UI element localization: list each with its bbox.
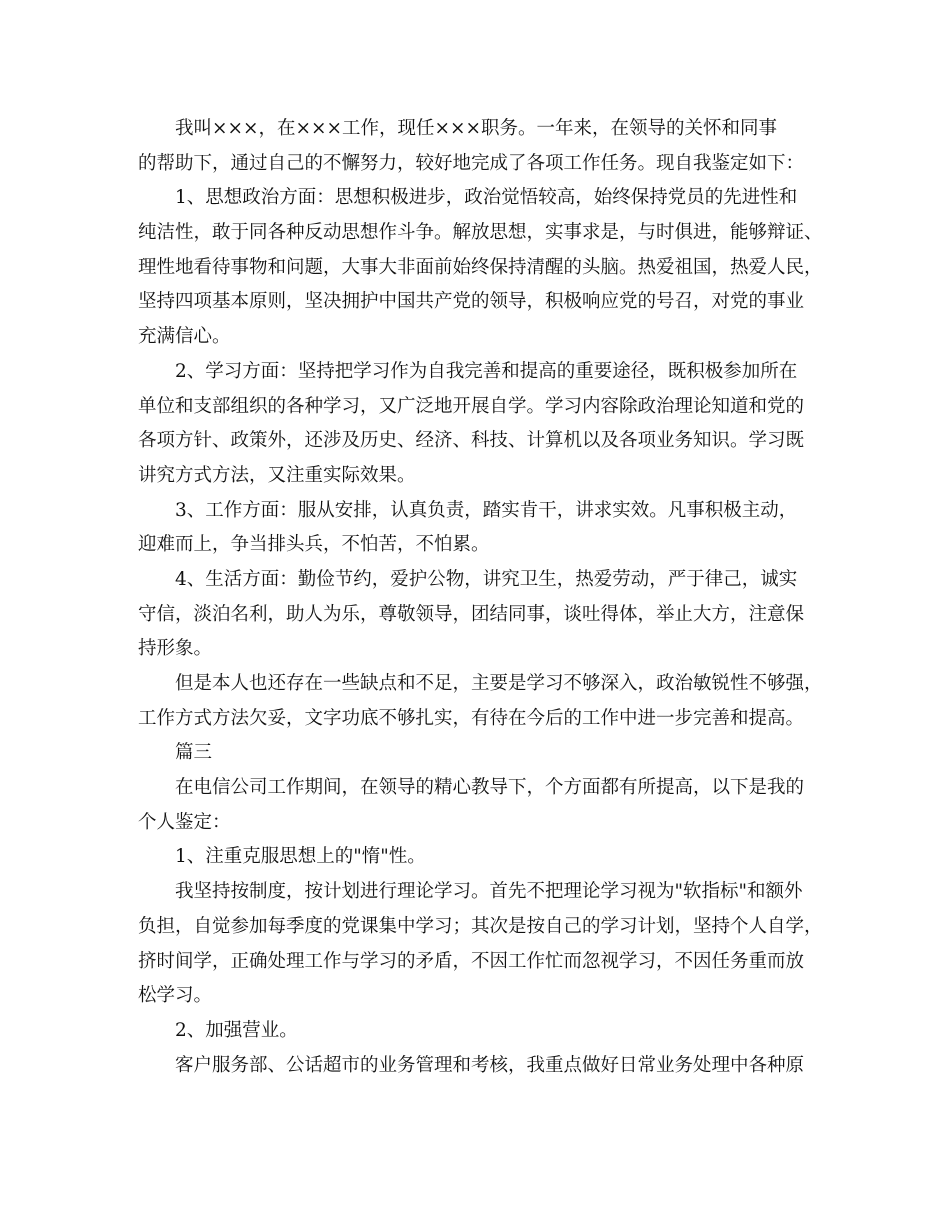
text-line: 松学习。 bbox=[138, 985, 213, 1007]
text-line: 个人鉴定： bbox=[138, 811, 231, 833]
text-line: 守信，淡泊名利，助人为乐，尊敬领导，团结同事，谈吐得体，举止大方，注意保 bbox=[138, 603, 805, 625]
text-line: 迎难而上，争当排头兵，不怕苦，不怕累。 bbox=[138, 534, 490, 556]
text-line: 充满信心。 bbox=[138, 326, 231, 348]
text-line: 理性地看待事物和问题，大事大非面前始终保持清醒的头脑。热爱祖国，热爱人民， bbox=[138, 256, 823, 278]
text-line: 4、生活方面：勤俭节约，爱护公物，讲究卫生，热爱劳动，严于律己，诚实 bbox=[175, 568, 798, 590]
text-line: 我叫×××，在×××工作，现任×××职务。一年来，在领导的关怀和同事 bbox=[175, 118, 778, 139]
text-line: 我坚持按制度，按计划进行理论学习。首先不把理论学习视为"软指标"和额外 bbox=[175, 881, 803, 903]
document-page bbox=[138, 112, 823, 1083]
text-line: 坚持四项基本原则，坚决拥护中国共产党的领导，积极响应党的号召，对党的事业 bbox=[138, 291, 805, 313]
text-line: 1、思想政治方面：思想积极进步，政治觉悟较高，始终保持党员的先进性和 bbox=[175, 187, 798, 209]
text-line: 单位和支部组织的各种学习，又广泛地开展自学。学习内容除政治理论知道和党的 bbox=[138, 395, 805, 417]
section-heading: 篇三 bbox=[175, 742, 213, 764]
text-line: 客户服务部、公话超市的业务管理和考核，我重点做好日常业务处理中各种原 bbox=[175, 1054, 805, 1076]
text-line: 的帮助下，通过自己的不懈努力，较好地完成了各项工作任务。现自我鉴定如下： bbox=[138, 152, 805, 174]
text-line: 2、学习方面：坚持把学习作为自我完善和提高的重要途径，既积极参加所在 bbox=[175, 360, 798, 382]
text-line: 但是本人也还存在一些缺点和不足，主要是学习不够深入，政治敏锐性不够强， bbox=[175, 673, 823, 694]
text-line: 挤时间学，正确处理工作与学习的矛盾，不因工作忙而忽视学习，不因任务重而放 bbox=[138, 950, 805, 972]
text-line: 1、注重克服思想上的"惰"性。 bbox=[175, 846, 426, 868]
text-line: 工作方式方法欠妥，文字功底不够扎实，有待在今后的工作中进一步完善和提高。 bbox=[138, 707, 805, 729]
text-line: 纯洁性，敢于同各种反动思想作斗争。解放思想，实事求是，与时俱进，能够辩证、 bbox=[138, 222, 823, 244]
text-line: 各项方针、政策外，还涉及历史、经济、科技、计算机以及各项业务知识。学习既 bbox=[138, 430, 805, 452]
text-line: 在电信公司工作期间，在领导的精心教导下，个方面都有所提高，以下是我的 bbox=[175, 777, 805, 799]
text-line: 2、加强营业。 bbox=[175, 1019, 298, 1041]
text-line: 讲究方式方法，又注重实际效果。 bbox=[138, 464, 416, 486]
text-line: 负担，自觉参加每季度的党课集中学习；其次是按自己的学习计划，坚持个人自学， bbox=[138, 915, 823, 937]
text-line: 持形象。 bbox=[138, 638, 213, 660]
text-line: 3、工作方面：服从安排，认真负责，踏实肯干，讲求实效。凡事积极主动， bbox=[175, 499, 798, 521]
